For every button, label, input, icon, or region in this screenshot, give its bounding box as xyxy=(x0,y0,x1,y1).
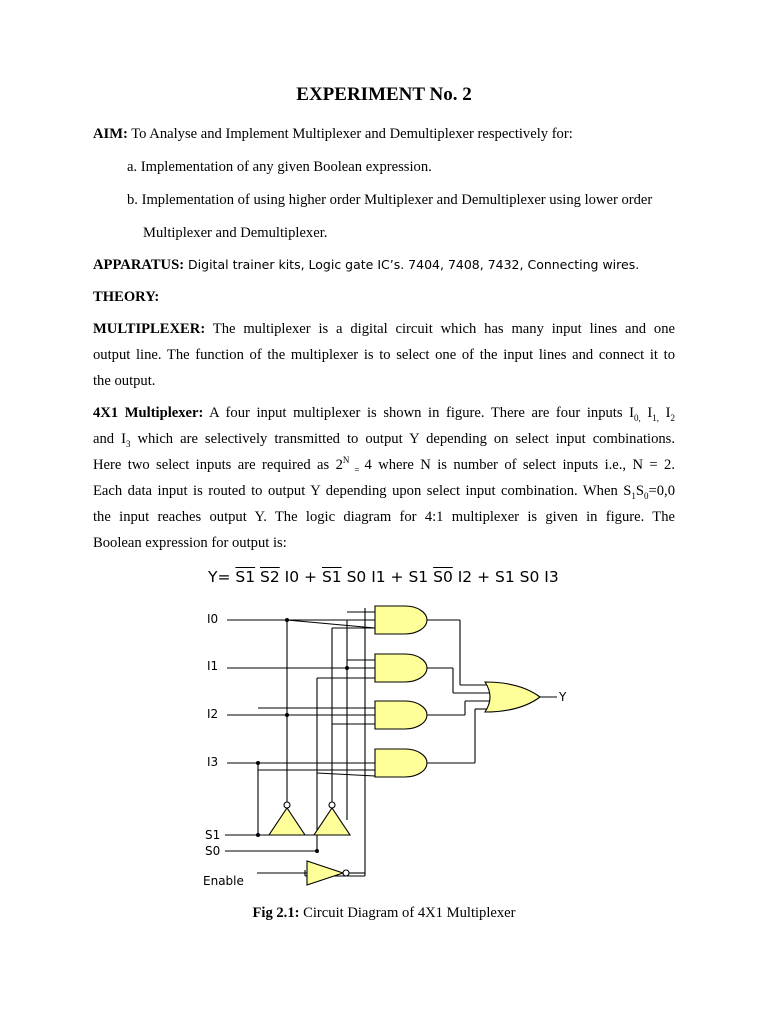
m4-paragraph-line6: Boolean expression for output is: xyxy=(93,535,287,551)
page-title: EXPERIMENT No. 2 xyxy=(296,84,472,105)
figure-caption xyxy=(0,905,768,922)
formula-term1-a: S1 xyxy=(235,568,256,586)
caption-label: Fig 2.1: xyxy=(252,905,300,921)
m4-paragraph-line5: the input reaches output Y. The logic diagram for 4:1 multiplexer is given in figure. The xyxy=(93,509,675,525)
apparatus-label: APPARATUS: xyxy=(93,257,185,273)
label-i3: I3 xyxy=(207,755,219,769)
label-i0: I0 xyxy=(207,612,219,626)
m4-paragraph-line4 xyxy=(93,483,675,500)
sub-3: 3 xyxy=(125,438,131,449)
sub-eq: = xyxy=(349,464,365,475)
aim-line xyxy=(93,126,573,143)
sub-2: 2 xyxy=(670,412,675,423)
label-i1: I1 xyxy=(207,659,219,673)
apparatus-text: Digital trainer kits, Logic gate IC’s. 7404, 7408, 7432, Connecting wires. xyxy=(184,257,640,272)
caption-text: Circuit Diagram of 4X1 Multiplexer xyxy=(299,905,516,921)
mux-text-1: The multiplexer is a digital circuit which has many input lines and one xyxy=(205,321,675,337)
sub-1: 1, xyxy=(652,412,660,423)
m4-label: 4X1 Multiplexer: xyxy=(93,405,204,421)
or-gate xyxy=(485,682,540,712)
and-gate-1 xyxy=(375,654,427,682)
m4-paragraph-line3 xyxy=(93,457,675,474)
and-gate-2 xyxy=(375,701,427,729)
inverter-enable xyxy=(307,861,343,885)
label-s1: S1 xyxy=(205,828,221,842)
boolean-expression xyxy=(208,568,559,586)
aim-item-b-line1: b. Implementation of using higher order Multiplexer and Demultiplexer using lower order xyxy=(127,192,653,208)
m4-paragraph-line1 xyxy=(93,405,675,422)
m4-text-3b: 4 where N is number of select inputs i.e., N = 2. xyxy=(364,457,676,473)
sub-0: 0, xyxy=(634,412,641,423)
m4-text-4b: S xyxy=(635,483,645,499)
mux-paragraph-line2: output line. The function of the multiplexer is to select one of the input lines and connect it to xyxy=(93,347,675,363)
m4-text-2a: and I xyxy=(93,431,126,447)
label-i2: I2 xyxy=(207,707,219,721)
m4-paragraph-line2 xyxy=(93,431,675,448)
mux-paragraph-line1 xyxy=(93,321,675,338)
formula-term1-c: I0 + xyxy=(279,568,322,586)
label-enable: Enable xyxy=(203,874,244,888)
m4-text-1a: A four input multiplexer is shown in figure. There are four inputs I xyxy=(203,405,635,421)
m4-text-1c: I xyxy=(659,405,671,421)
m4-text-4a: Each data input is routed to output Y depending upon select input combination. When S xyxy=(93,483,632,499)
m4-text-4c: =0,0 xyxy=(648,483,675,499)
inverter-s0 xyxy=(314,808,350,835)
formula-term1-b: S2 xyxy=(260,568,280,586)
mux-circuit-diagram xyxy=(195,598,585,893)
formula-term2-a: S1 xyxy=(321,568,342,586)
aim-item-b-line2: Multiplexer and Demultiplexer. xyxy=(143,225,328,241)
mux-paragraph-line3: the output. xyxy=(93,373,156,389)
m4-text-2b: which are selectively transmitted to output Y depending on select input combinations. xyxy=(130,431,675,447)
apparatus-line xyxy=(93,257,639,274)
and-gate-0 xyxy=(375,606,427,634)
aim-text: To Analyse and Implement Multiplexer and Demultiplexer respectively for: xyxy=(127,126,573,142)
formula-term3-a: S0 xyxy=(433,568,453,586)
mux-label: MULTIPLEXER: xyxy=(93,321,206,337)
aim-label: AIM: xyxy=(93,126,128,142)
sub-s0: 0 xyxy=(644,490,649,501)
sub-s1: 1 xyxy=(631,490,636,501)
aim-item-a: a. Implementation of any given Boolean expression. xyxy=(127,159,432,175)
label-s0: S0 xyxy=(205,844,221,858)
formula-term3-b: I2 + S1 S0 I3 xyxy=(452,568,559,586)
and-gate-3 xyxy=(375,749,427,777)
m4-text-1b: I xyxy=(640,405,653,421)
inverter-s1 xyxy=(269,808,305,835)
formula-term2-b: S0 I1 + S1 xyxy=(341,568,434,586)
theory-heading: THEORY: xyxy=(93,289,160,305)
label-output-y: Y xyxy=(559,690,567,704)
formula-lhs: Y= xyxy=(208,568,236,586)
m4-text-3a: Here two select inputs are required as 2 xyxy=(93,457,343,473)
sup-n: N xyxy=(342,455,350,466)
